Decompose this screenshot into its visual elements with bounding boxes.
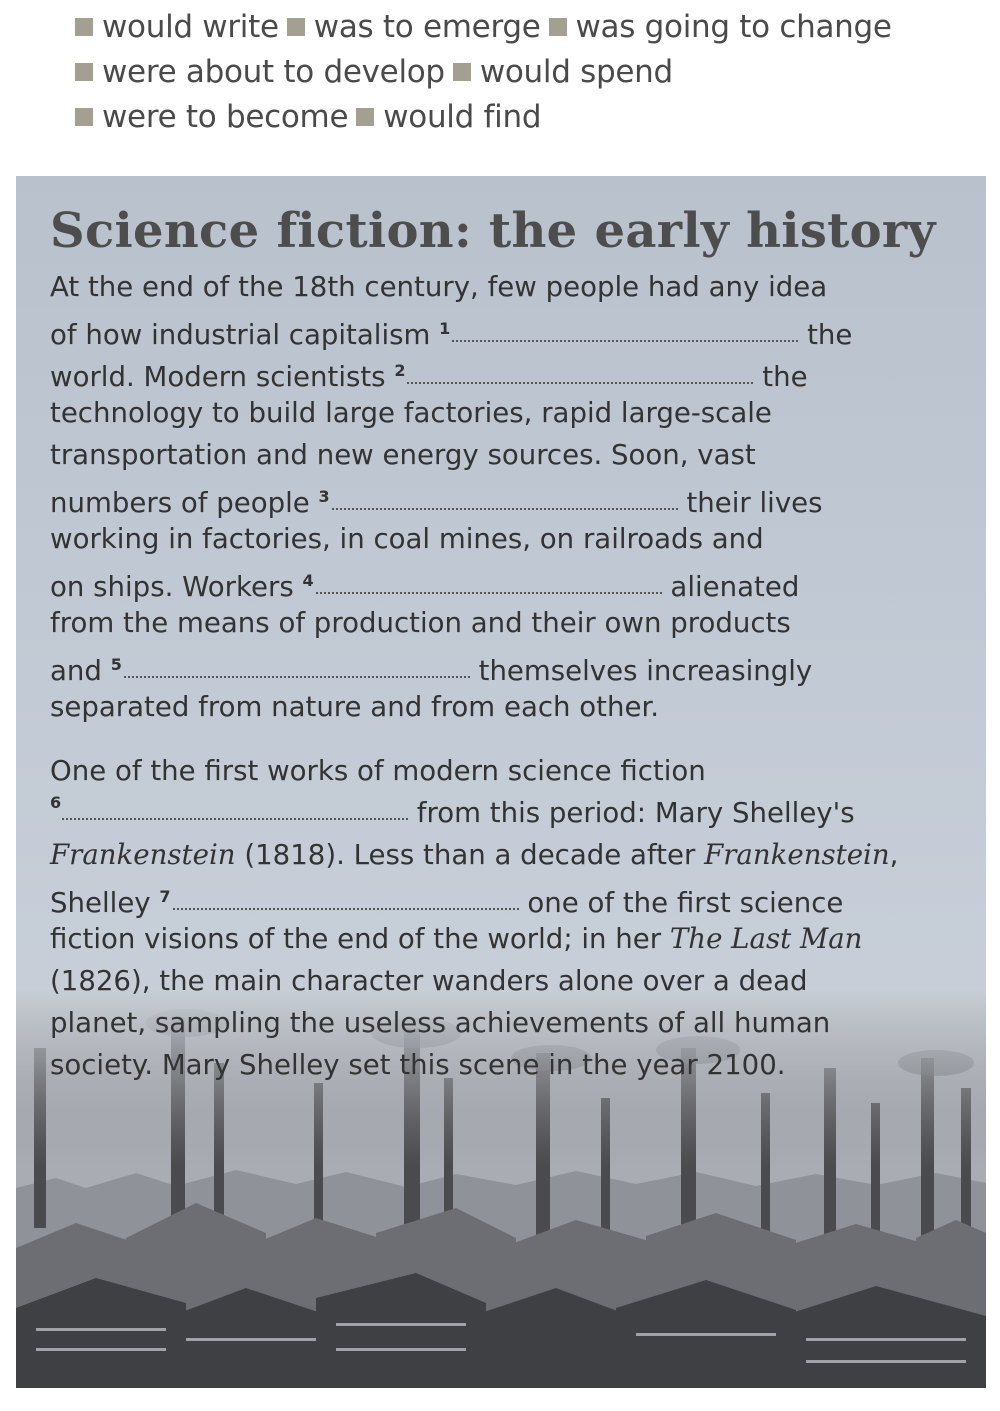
answer-blank[interactable]	[452, 320, 798, 342]
bullet-square-icon	[75, 18, 93, 36]
text-line: (1826), the main character wanders alone over a dead	[50, 964, 808, 997]
gap-number: 7	[159, 887, 171, 906]
text-line: society. Mary Shelley set this scene in the year 2100.	[50, 1048, 786, 1081]
answer-blank[interactable]	[62, 798, 408, 820]
word-bank-item: would spend	[453, 54, 673, 90]
text-line: working in factories, in coal mines, on railroads and	[50, 522, 764, 555]
text-line: of how industrial capitalism $^1$ the	[50, 318, 853, 352]
gap-number: 1	[439, 319, 451, 338]
word-bank-line	[75, 49, 975, 94]
gap-number: 5	[110, 655, 122, 674]
text-line: separated from nature and from each other.	[50, 690, 660, 723]
answer-blank[interactable]	[407, 362, 753, 384]
text-line: Shelley $^7$ one of the first science	[50, 886, 844, 920]
gap-number: 3	[318, 487, 330, 506]
bullet-square-icon	[287, 18, 305, 36]
bullet-square-icon	[549, 18, 567, 36]
text-line: Frankenstein (1818). Less than a decade after Frankenstein,	[50, 838, 899, 871]
text-line: 6 from this period: Mary Shelley's	[50, 792, 950, 834]
bullet-square-icon	[75, 108, 93, 126]
gap-number: 6	[50, 793, 62, 812]
answer-blank[interactable]	[124, 656, 470, 678]
answer-blank[interactable]	[316, 572, 662, 594]
paragraph-2	[50, 750, 950, 1086]
text-line: world. Modern scientists $^2$ the	[50, 360, 808, 394]
word-bank	[75, 4, 975, 139]
text-line: and $^5$ themselves increasingly	[50, 654, 813, 688]
text-line: One of the first works of modern science fiction	[50, 754, 706, 787]
word-bank-item: were to become	[75, 99, 348, 135]
paragraph-1	[50, 266, 950, 728]
text-line: transportation and new energy sources. Soon, vast	[50, 438, 756, 471]
word-bank-item: would write	[75, 9, 279, 45]
bullet-square-icon	[356, 108, 374, 126]
bullet-square-icon	[75, 63, 93, 81]
gap-number: 2	[394, 361, 406, 380]
word-bank-line	[75, 4, 975, 49]
word-bank-item: was to emerge	[287, 9, 541, 45]
gap-number: 4	[302, 571, 314, 590]
text-line: fiction visions of the end of the world; in her The Last Man	[50, 922, 863, 955]
word-bank-line	[75, 94, 975, 139]
answer-blank[interactable]	[173, 888, 519, 910]
text-line: on ships. Workers $^4$ alienated	[50, 570, 800, 604]
text-line: numbers of people $^3$ their lives	[50, 486, 823, 520]
text-line: from the means of production and their own products	[50, 606, 791, 639]
answer-blank[interactable]	[332, 488, 678, 510]
text-line: technology to build large factories, rapid large-scale	[50, 396, 772, 429]
text-line: At the end of the 18th century, few people had any idea	[50, 270, 828, 303]
bullet-square-icon	[453, 63, 471, 81]
article-panel	[16, 176, 986, 1388]
text-line: planet, sampling the useless achievements of all human	[50, 1006, 831, 1039]
word-bank-item: were about to develop	[75, 54, 445, 90]
word-bank-item: was going to change	[549, 9, 892, 45]
article-title: Science fiction: the early history	[50, 203, 936, 259]
word-bank-item: would find	[356, 99, 541, 135]
